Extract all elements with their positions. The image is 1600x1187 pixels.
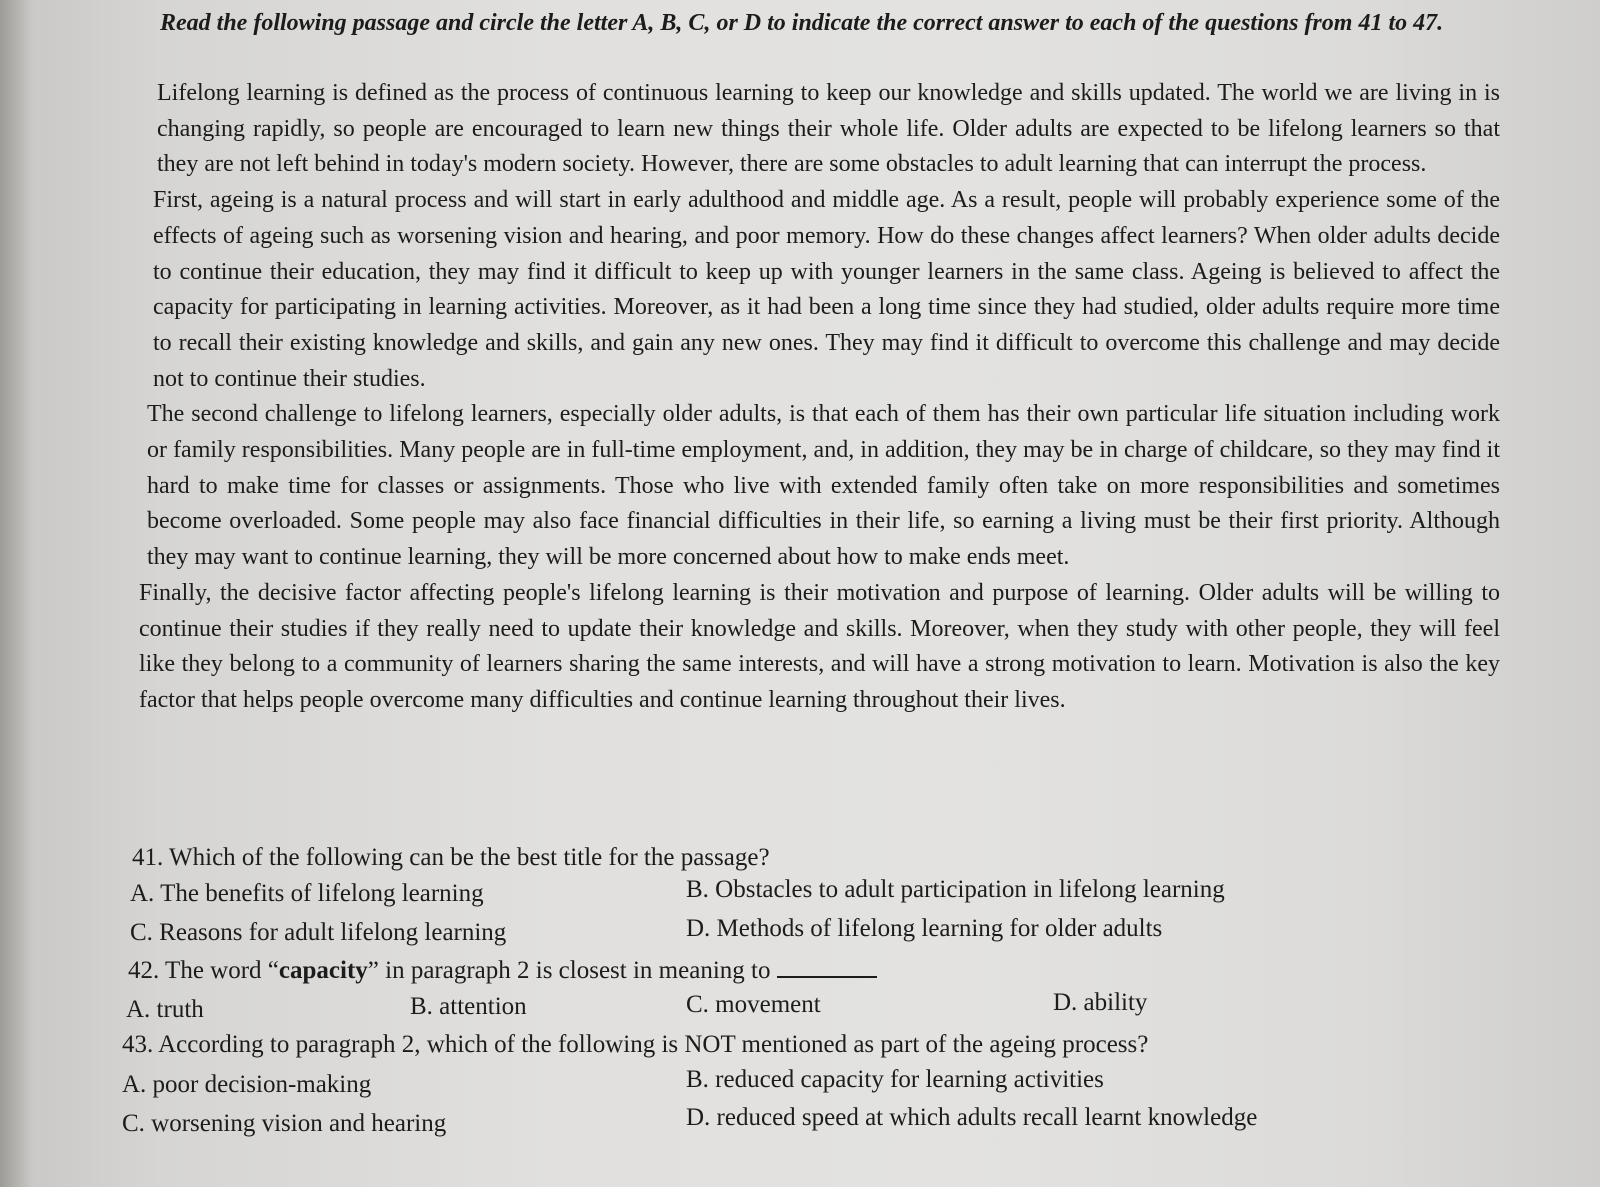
passage-paragraph-1: Lifelong learning is defined as the process of continuous learning to keep our knowledge and skills updated. The world we are living in is changing rapidly, so people are encouraged to learn new things their whole life. Older adults are expected to be lifelong learners so that they are not left behind in today's modern society. However, there are some obstacles to adult learning that can interrupt the process. (157, 80, 1500, 178)
question-41-option-b[interactable]: B. Obstacles to adult participation in lifelong learning (686, 876, 1225, 903)
question-43-option-a[interactable]: A. poor decision-making (122, 1071, 372, 1098)
question-42-text-after: ” in paragraph 2 is closest in meaning to (367, 957, 771, 984)
question-42-text-before: 42. The word “ (128, 957, 279, 984)
question-41-option-d[interactable]: D. Methods of lifelong learning for older adults (686, 915, 1163, 942)
question-43-option-b[interactable]: B. reduced capacity for learning activities (686, 1066, 1104, 1093)
passage-paragraph-4: Finally, the decisive factor affecting people's lifelong learning is their motivation and purpose of learning. Older adults will be willing to continue their studies if they really need to update their knowledge and skills. Moreover, when they study with other people, they will feel like they belong to a community of learners sharing the same interests, and will have a strong motivation to learn. Motivation is also the key factor that helps people overcome many difficulties and continue learning throughout their lives. (139, 579, 1500, 713)
question-42-text (128, 956, 877, 985)
question-41-text: 41. Which of the following can be the best title for the passage? (132, 844, 770, 871)
question-42-option-d[interactable]: D. ability (1053, 989, 1148, 1016)
instruction-text: Read the following passage and circle the letter A, B, C, or D to indicate the correct answer to each of the questions from 41 to 47. (160, 10, 1444, 36)
question-42-keyword: capacity (278, 957, 368, 984)
passage-paragraph-3: The second challenge to lifelong learners, especially older adults, is that each of them has their own particular life situation including work or family responsibilities. Many people are in full-time employment, and, in addition, they may be in charge of childcare, so they may find it hard to make time for classes or assignments. Those who live with extended family often take on more responsibilities and sometimes become overloaded. Some people may also face financial difficulties in their life, so earning a living must be their first priority. Although they may want to continue learning, they will be more concerned about how to make ends meet. (147, 401, 1500, 571)
question-41-option-a[interactable]: A. The benefits of lifelong learning (130, 880, 484, 907)
passage-paragraph-2: First, ageing is a natural process and will start in early adulthood and middle age. As a result, people will probably experience some of the effects of ageing such as worsening vision and hearing, and poor memory. How do these changes affect learners? When older adults decide to continue their education, they may find it difficult to keep up with younger learners in the same class. Ageing is believed to affect the capacity for participating in learning activities. Moreover, as it had been a long time since they had studied, older adults require more time to recall their existing knowledge and skills, and gain any new ones. They may find it difficult to overcome this challenge and may decide not to continue their studies. (153, 187, 1500, 392)
question-41-option-c[interactable]: C. Reasons for adult lifelong learning (130, 919, 507, 946)
question-42-option-c[interactable]: C. movement (686, 991, 821, 1018)
question-42-option-b[interactable]: B. attention (410, 993, 527, 1020)
question-43-option-c[interactable]: C. worsening vision and hearing (122, 1110, 447, 1137)
question-42-option-a[interactable]: A. truth (126, 996, 204, 1023)
answer-blank[interactable] (777, 956, 877, 978)
reading-passage (135, 76, 1500, 719)
question-43-text: 43. According to paragraph 2, which of the following is NOT mentioned as part of the ageing process? (122, 1031, 1149, 1058)
question-43-option-d[interactable]: D. reduced speed at which adults recall learnt knowledge (686, 1104, 1258, 1131)
